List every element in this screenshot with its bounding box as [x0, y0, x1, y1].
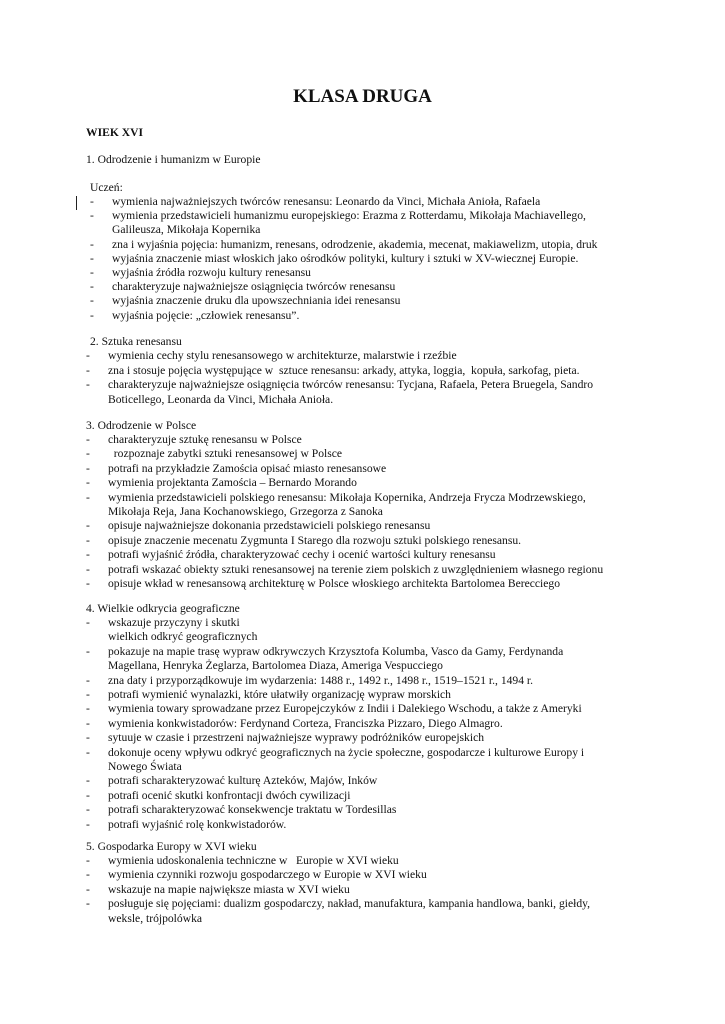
list-item-text: rozpoznaje zabytki sztuki renesansowej w Polsce: [108, 447, 343, 461]
section-heading: 1. Odrodzenie i humanizm w Europie: [86, 153, 261, 166]
list-item-text: dokonuje oceny wpływu odkryć geograficznych na życie społeczne, gospodarcze i kulturowe Europy i: [108, 745, 585, 759]
list-item-text: sytuuje w czasie i przestrzeni najważniejsze wyprawy podróżników europejskich: [108, 731, 485, 745]
list-item-text: posługuje się pojęciami: dualizm gospodarczy, nakład, manufaktura, kampania handlowa, banki, giełdy,: [108, 897, 591, 911]
list-item-text: wielkich odkryć geograficznych: [108, 630, 258, 644]
list-item-text: wymienia przedstawicieli polskiego renesansu: Mikołaja Kopernika, Andrzeja Frycza Modrzewskiego,: [108, 490, 586, 504]
list-bullet: -: [86, 577, 90, 590]
list-item-text: Mikołaja Reja, Jana Kochanowskiego, Grzegorza z Sanoka: [108, 505, 383, 518]
list-bullet: -: [86, 644, 90, 658]
list-bullet: -: [86, 716, 90, 730]
section-heading: 2. Sztuka renesansu: [90, 335, 182, 348]
list-bullet: -: [86, 616, 90, 629]
list-item-text: zna i stosuje pojęcia występujące w sztuce renesansu: arkady, attyka, loggia, kopuła, sarkofag, pieta.: [108, 363, 580, 377]
list-item-text: potrafi wskazać obiekty sztuki renesansowej na terenie ziem polskich z uwzględnieniem własnego regionu: [108, 562, 604, 576]
list-bullet: -: [86, 882, 90, 896]
list-item-text: opisuje najważniejsze dokonania przedstawicieli polskiego renesansu: [108, 519, 431, 533]
list-bullet: -: [86, 688, 90, 701]
list-item-text: Boticellego, Leonarda da Vinci, Michała Anioła.: [108, 392, 334, 406]
list-item-text: zna daty i przyporządkowuje im wydarzenia: 1488 r., 1492 r., 1498 r., 1519–1521 r., 1494 r.: [108, 673, 534, 687]
list-bullet: -: [90, 237, 94, 251]
list-item-text: potrafi na przykładzie Zamościa opisać miasto renesansowe: [108, 461, 387, 475]
list-bullet: -: [90, 209, 94, 223]
list-bullet: -: [86, 562, 90, 576]
text-cursor: [76, 196, 77, 210]
list-item-text: potrafi wyjaśnić rolę konkwistadorów.: [108, 817, 287, 831]
list-item-text: charakteryzuje najważniejsze osiągnięcia twórców renesansu: [112, 280, 396, 294]
page-title: KLASA DRUGA: [293, 86, 432, 107]
list-bullet: -: [86, 788, 90, 802]
list-bullet: -: [90, 280, 94, 294]
list-item-text: wskazuje przyczyny i skutki: [108, 616, 240, 629]
list-item-text: opisuje wkład w renesansową architekturę w Polsce włoskiego architekta Bartolomea Berecciego: [108, 577, 560, 590]
list-item-text: wymienia projektanta Zamościa – Bernardo Morando: [108, 476, 357, 490]
list-bullet: -: [86, 897, 90, 911]
list-item-text: wyjaśnia źródła rozwoju kultury renesansu: [112, 266, 311, 279]
list-item-text: wskazuje na mapie największe miasta w XVI wieku: [108, 882, 350, 896]
list-item-text: weksle, trójpolówka: [108, 911, 203, 925]
era-heading: WIEK XVI: [86, 126, 144, 139]
list-bullet: -: [90, 266, 94, 279]
list-item-text: wymienia konkwistadorów: Ferdynand Corteza, Franciszka Pizzaro, Diego Almagro.: [108, 716, 503, 730]
list-bullet: -: [90, 195, 94, 208]
list-item-text: Magellana, Henryka Żeglarza, Bartolomea Diaza, Ameriga Vespucciego: [108, 659, 443, 673]
list-bullet: -: [86, 533, 90, 547]
list-item-text: pokazuje na mapie trasę wypraw odkrywczych Krzysztofa Kolumba, Vasco da Gamy, Ferdynanda: [108, 644, 564, 658]
list-bullet: -: [86, 803, 90, 817]
list-bullet: -: [86, 702, 90, 716]
list-bullet: -: [86, 461, 90, 475]
list-bullet: -: [86, 519, 90, 533]
list-item-text: wyjaśnia pojęcie: „człowiek renesansu”.: [112, 308, 300, 322]
list-item-text: wymienia udoskonalenia techniczne w Europie w XVI wieku: [108, 854, 399, 867]
section-heading: 5. Gospodarka Europy w XVI wieku: [86, 840, 257, 853]
list-bullet: -: [86, 490, 90, 504]
list-bullet: -: [86, 745, 90, 759]
list-bullet: -: [86, 433, 90, 446]
list-item-text: potrafi wyjaśnić źródła, charakteryzować cechy i ocenić wartości kultury renesansu: [108, 548, 496, 562]
list-bullet: -: [86, 731, 90, 745]
list-item-text: wyjaśnia znaczenie druku dla upowszechniania idei renesansu: [112, 294, 401, 308]
list-bullet: -: [86, 817, 90, 831]
list-bullet: -: [90, 251, 94, 265]
list-bullet: -: [90, 294, 94, 308]
list-bullet: -: [90, 308, 94, 322]
list-item-text: charakteryzuje sztukę renesansu w Polsce: [108, 433, 302, 446]
list-item-text: charakteryzuje najważniejsze osiągnięcia twórców renesansu: Tycjana, Rafaela, Petera Bruegela, Sandro: [108, 378, 594, 392]
list-bullet: -: [86, 349, 90, 362]
section-heading: 3. Odrodzenie w Polsce: [86, 419, 197, 432]
list-item-text: wymienia najważniejszych twórców renesansu: Leonardo da Vinci, Michała Anioła, Rafaela: [112, 195, 541, 208]
section-heading: 4. Wielkie odkrycia geograficzne: [86, 602, 240, 615]
list-bullet: -: [86, 378, 90, 392]
list-bullet: -: [86, 868, 90, 882]
list-item-text: wyjaśnia znaczenie miast włoskich jako ośrodków polityki, kultury i sztuki w XV-wiecznej Europie.: [112, 251, 579, 265]
list-item-text: wymienia przedstawicieli humanizmu europejskiego: Erazma z Rotterdamu, Mikołaja Machiavellego,: [112, 209, 586, 223]
list-bullet: -: [86, 673, 90, 687]
list-item-text: opisuje znaczenie mecenatu Zygmunta I Starego dla rozwoju sztuki polskiego renesansu.: [108, 533, 522, 547]
list-item-text: potrafi ocenić skutki konfrontacji dwóch cywilizacji: [108, 788, 351, 802]
list-item-text: potrafi wymienić wynalazki, które ułatwiły organizację wypraw morskich: [108, 688, 451, 701]
list-bullet: -: [86, 363, 90, 377]
section-intro: Uczeń:: [90, 181, 123, 194]
list-bullet: -: [86, 476, 90, 490]
list-item-text: zna i wyjaśnia pojęcia: humanizm, renesans, odrodzenie, akademia, mecenat, makiawelizm, utopia, druk: [112, 237, 598, 251]
list-bullet: -: [86, 447, 90, 461]
list-bullet: -: [86, 774, 90, 788]
list-item-text: potrafi scharakteryzować kulturę Azteków, Majów, Inków: [108, 774, 378, 788]
list-item-text: wymienia czynniki rozwoju gospodarczego w Europie w XVI wieku: [108, 868, 427, 882]
list-item-text: wymienia towary sprowadzane przez Europejczyków z Indii i Dalekiego Wschodu, a także z Ameryki: [108, 702, 582, 716]
list-item-text: wymienia cechy stylu renesansowego w architekturze, malarstwie i rzeźbie: [108, 349, 457, 362]
list-item-text: Nowego Świata: [108, 760, 182, 773]
list-bullet: -: [86, 548, 90, 562]
list-item-text: potrafi scharakteryzować konsekwencje traktatu w Tordesillas: [108, 803, 397, 817]
list-item-text: Galileusza, Mikołaja Kopernika: [112, 223, 261, 237]
list-bullet: -: [86, 854, 90, 867]
